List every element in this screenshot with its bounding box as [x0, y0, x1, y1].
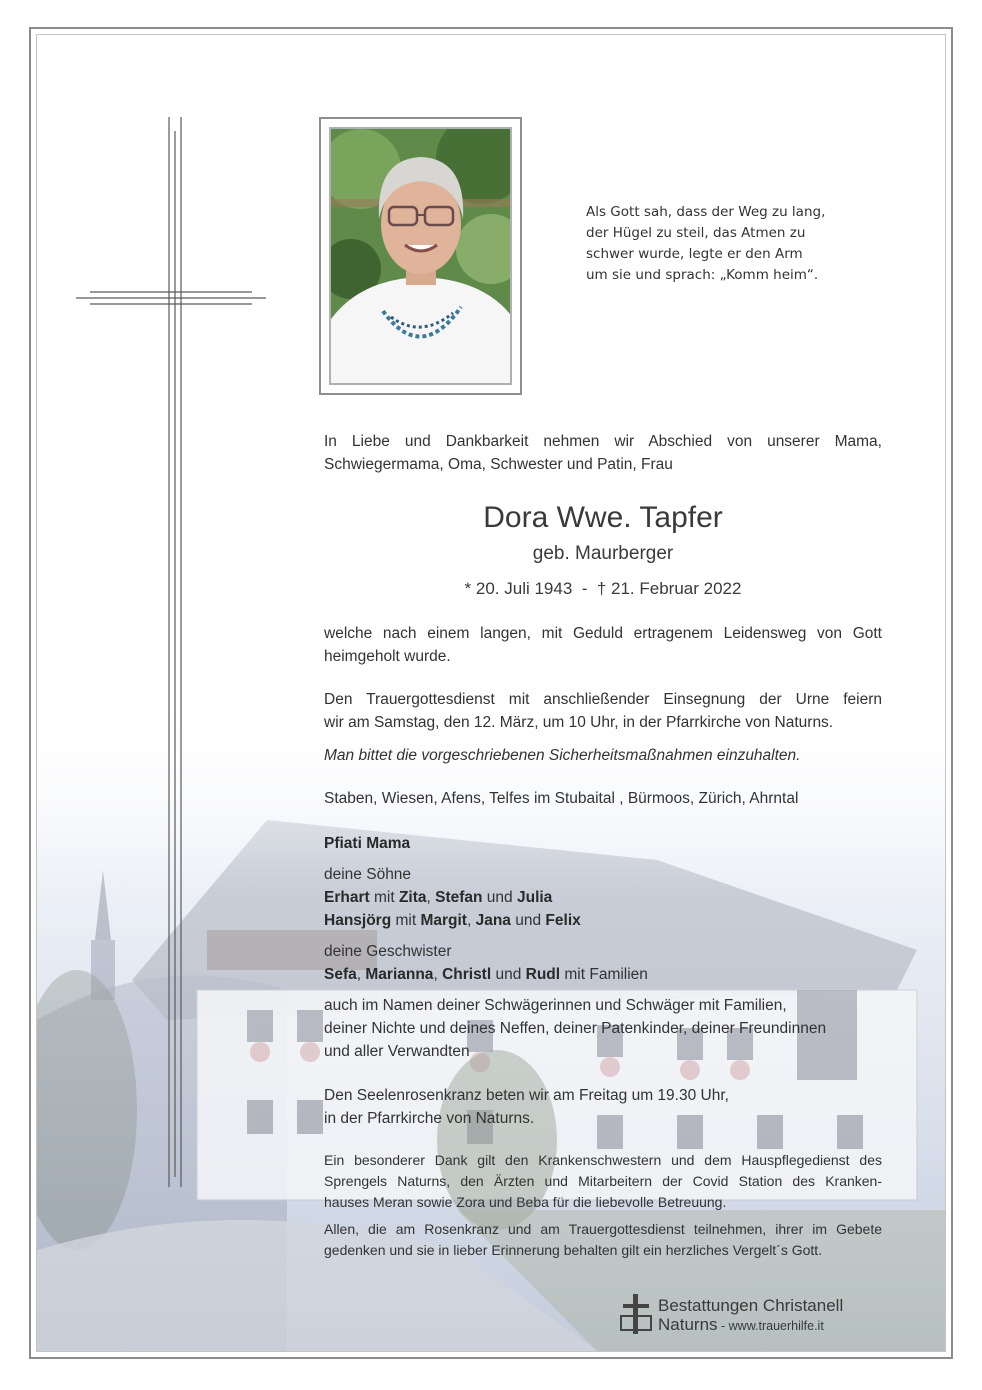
funeral-home-name: Bestattungen Christanell [658, 1296, 844, 1315]
body-line: wir am Samstag, den 12. März, um 10 Uhr, in der Pfarrkirche von Naturns. [324, 714, 834, 731]
sons-block [324, 863, 882, 932]
intro-line: In Liebe und Dankbarkeit nehmen wir Abschied von unserer Mama, [324, 433, 882, 450]
body-line: heimgeholt wurde. [324, 648, 451, 665]
intro-line: Schwiegermama, Oma, Schwester und Patin, Frau [324, 456, 673, 473]
siblings-line: Sefa, Marianna, Christl und Rudl mit Familien [324, 966, 648, 983]
thanks-line: Sprengels Naturns, den Ärzten und Mitarbeitern der Covid Station des Kranken- [324, 1173, 882, 1189]
closing-line: gedenken und sie in lieber Erinnerung behalten gilt ein herzliches Vergelt´s Gott. [324, 1242, 823, 1258]
poem-line: der Hügel zu steil, das Atmen zu [586, 225, 806, 241]
life-dates: * 20. Juli 1943 - † 21. Februar 2022 [464, 579, 742, 598]
siblings-block [324, 940, 882, 986]
poem-line: schwer wurde, legte er den Arm [586, 246, 803, 262]
portrait-photo [329, 127, 512, 385]
funeral-home-town-line [658, 1315, 824, 1336]
others-block [324, 994, 882, 1063]
service-text [324, 688, 882, 734]
rosary-line: Den Seelenrosenkranz beten wir am Freitag um 19.30 Uhr, [324, 1087, 729, 1104]
portrait-frame [319, 117, 522, 395]
closing-line: Allen, die am Rosenkranz und am Trauergottesdienst teilnehmen, ihrer im Gebete [324, 1221, 882, 1237]
sons-label: deine Söhne [324, 866, 412, 883]
rosary-line: in der Pfarrkirche von Naturns. [324, 1110, 535, 1127]
cross-icon [76, 117, 266, 1187]
suffering-text [324, 622, 882, 668]
places-text: Staben, Wiesen, Afens, Telfes im Stubaital , Bürmoos, Zürich, Ahrntal [324, 790, 799, 807]
poem-line: Als Gott sah, dass der Weg zu lang, [586, 204, 826, 220]
greeting-text: Pfiati Mama [324, 835, 411, 852]
sons-line: Erhart mit Zita, Stefan und Julia [324, 889, 553, 906]
body-line: welche nach einem langen, mit Geduld ertragenem Leidensweg von Gott [324, 625, 882, 642]
sons-line: Hansjörg mit Margit, Jana und Felix [324, 912, 581, 929]
funeral-home-town: Naturns [658, 1315, 718, 1334]
others-line: und aller Verwandten [324, 1043, 470, 1060]
rosary-text [324, 1084, 882, 1130]
funeral-home-url: - www.trauerhilfe.it [717, 1319, 824, 1333]
poem-line: um sie und sprach: „Komm heim“. [586, 267, 819, 283]
closing-text [324, 1219, 882, 1261]
poem [586, 202, 846, 286]
others-line: deiner Nichte und deines Neffen, deiner Patenkinder, deiner Freundinnen [324, 1020, 827, 1037]
others-line: auch im Namen deiner Schwägerinnen und Schwäger mit Familien, [324, 997, 787, 1014]
safety-note: Man bittet die vorgeschriebenen Sicherheitsmaßnahmen einzuhalten. [324, 747, 801, 764]
intro-text [324, 430, 882, 476]
birth-name: geb. Maurberger [532, 543, 674, 564]
funeral-home-logo [619, 1292, 919, 1336]
thanks-text [324, 1150, 882, 1213]
greeting [324, 832, 882, 855]
funeral-cross-icon [619, 1294, 653, 1334]
deceased-name: Dora Wwe. Tapfer [483, 501, 723, 534]
thanks-line: Ein besonderer Dank gilt den Krankenschwestern und dem Hauspflegedienst des [324, 1152, 882, 1168]
thanks-line: hauses Meran sowie Zora und Beba für die liebevolle Betreuung. [324, 1194, 727, 1210]
body-line: Den Trauergottesdienst mit anschließender Einsegnung der Urne feiern [324, 691, 882, 708]
siblings-label: deine Geschwister [324, 943, 452, 960]
